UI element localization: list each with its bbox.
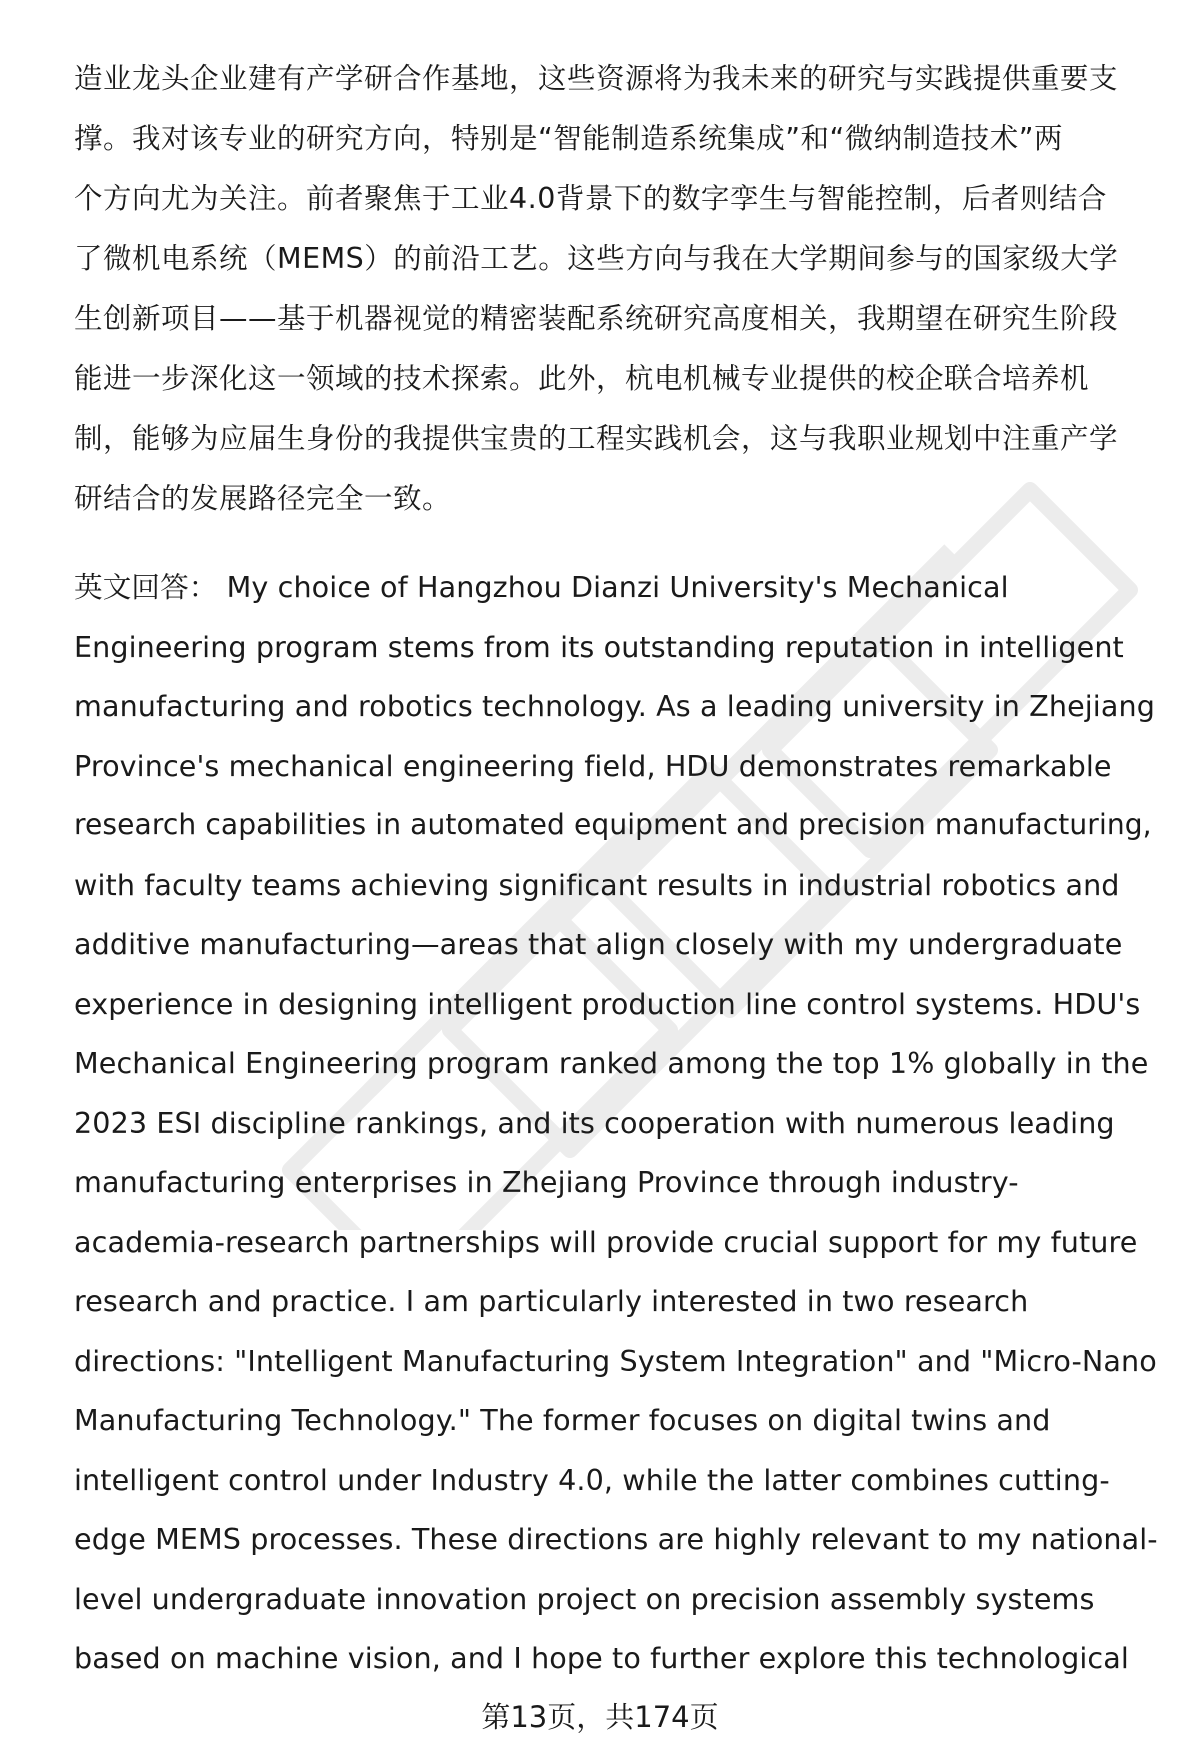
en-line-14: directions: "Intelligent Manufacturing System Integration" and "Micro-Nano bbox=[74, 1344, 1157, 1378]
cn-line-4: 了微机电系统（MEMS）的前沿工艺。这些方向与我在大学期间参与的国家级大学 bbox=[74, 242, 1119, 275]
en-line-11: manufacturing enterprises in Zhejiang Province through industry- bbox=[74, 1165, 1019, 1199]
en-line-8: experience in designing intelligent production line control systems. HDU's bbox=[74, 987, 1141, 1021]
en-line-9: Mechanical Engineering program ranked among the top 1% globally in the bbox=[74, 1046, 1149, 1080]
cn-line-8: 研结合的发展路径完全一致。 bbox=[74, 482, 452, 515]
en-line-6: with faculty teams achieving significant results in industrial robotics and bbox=[74, 868, 1120, 902]
en-line-17: edge MEMS processes. These directions are highly relevant to my national- bbox=[74, 1522, 1158, 1556]
en-line-18: level undergraduate innovation project on precision assembly systems bbox=[74, 1582, 1095, 1616]
en-line-5: research capabilities in automated equipment and precision manufacturing, bbox=[74, 808, 1152, 841]
cn-line-2: 撑。我对该专业的研究方向，特别是“智能制造系统集成”和“微纳制造技术”两 bbox=[74, 122, 1064, 155]
cn-line-7: 制，能够为应届生身份的我提供宝贵的工程实践机会，这与我职业规划中注重产学 bbox=[74, 422, 1119, 455]
en-line-12: academia-research partnerships will provide crucial support for my future bbox=[74, 1225, 1138, 1259]
en-line-15: Manufacturing Technology." The former focuses on digital twins and bbox=[74, 1403, 1051, 1437]
en-line-2: Engineering program stems from its outstanding reputation in intelligent bbox=[74, 630, 1124, 664]
cn-line-1: 造业龙头企业建有产学研合作基地，这些资源将为我未来的研究与实践提供重要支 bbox=[74, 62, 1119, 95]
en-line-13: research and practice. I am particularly interested in two research bbox=[74, 1284, 1029, 1318]
en-line-7: additive manufacturing—areas that align closely with my undergraduate bbox=[74, 927, 1123, 961]
cn-line-5: 生创新项目——基于机器视觉的精密装配系统研究高度相关，我期望在研究生阶段 bbox=[74, 302, 1119, 335]
cn-line-3: 个方向尤为关注。前者聚焦于工业4.0背景下的数字孪生与智能控制，后者则结合 bbox=[74, 182, 1107, 215]
page-number-footer: 第13页，共174页 bbox=[481, 1700, 719, 1734]
en-line-16: intelligent control under Industry 4.0, while the latter combines cutting- bbox=[74, 1463, 1110, 1497]
en-line-1: 英文回答： My choice of Hangzhou Dianzi University's Mechanical bbox=[74, 570, 1009, 604]
cn-line-6: 能进一步深化这一领域的技术探索。此外，杭电机械专业提供的校企联合培养机 bbox=[74, 362, 1090, 395]
en-line-3: manufacturing and robotics technology. As a leading university in Zhejiang bbox=[74, 689, 1155, 723]
en-line-4: Province's mechanical engineering field, HDU demonstrates remarkable bbox=[74, 749, 1112, 783]
en-line-19: based on machine vision, and I hope to further explore this technological bbox=[74, 1641, 1129, 1675]
en-line-10: 2023 ESI discipline rankings, and its cooperation with numerous leading bbox=[74, 1106, 1115, 1140]
